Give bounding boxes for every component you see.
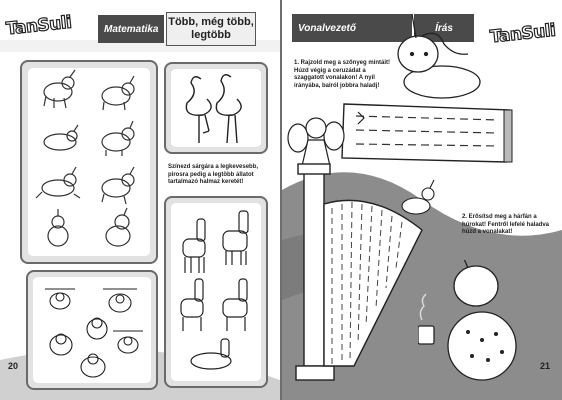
carpet-tracing-area[interactable] — [340, 100, 514, 166]
left-page — [0, 0, 280, 400]
set-inner-sloths — [33, 277, 151, 383]
subject-tab-label: Matematika — [104, 23, 159, 35]
flamingo-set-drawing — [171, 69, 261, 147]
set-frame-sloths[interactable] — [26, 270, 158, 390]
unicorn-icon — [398, 14, 480, 98]
set-frame-llamas[interactable] — [164, 196, 268, 388]
page-number-left: 20 — [8, 361, 19, 371]
harp-capital — [298, 164, 330, 174]
flamingo-icon — [186, 75, 241, 143]
llama-icon — [181, 211, 248, 369]
right-page — [282, 0, 562, 400]
unicorn-icon — [418, 260, 516, 380]
unicorn-icon — [36, 70, 134, 246]
unicorn-set-drawing — [28, 68, 150, 256]
topic-tab-label: Írás — [435, 22, 453, 34]
tansuli-logo: TanSuli — [489, 20, 557, 48]
tansuli-logo: TanSuli — [5, 12, 73, 40]
topic-title-text: Több, még több, legtöbb — [168, 16, 254, 41]
steam-icon — [420, 294, 426, 320]
subject-tab-label: Vonalvezető — [298, 22, 356, 34]
task-2-instruction: 2. Erősítsd meg a hárfán a húrokat! Fentről lefelé haladva húzd a vonalakat! — [462, 214, 550, 235]
harp-pillar — [304, 170, 324, 366]
set-inner-llamas — [171, 203, 261, 381]
unicorn-with-mug-drawing — [418, 260, 551, 384]
set-frame-unicorns[interactable] — [20, 60, 158, 264]
sloth-icon — [45, 289, 143, 377]
sloth-set-drawing — [33, 277, 151, 383]
harp-base — [296, 366, 334, 380]
set-frame-flamingos[interactable] — [164, 62, 268, 154]
subject-tab-math — [98, 15, 164, 43]
llama-set-drawing — [171, 203, 261, 381]
set-inner-unicorns — [28, 68, 150, 256]
carpet-fringe-right — [504, 110, 512, 162]
small-unicorn-drawing — [394, 178, 444, 222]
mug-icon — [418, 326, 434, 344]
harp-frame — [324, 200, 422, 366]
set-inner-flamingos — [171, 69, 261, 147]
task-1-instruction: 1. Rajzold meg a szőnyeg mintáit! Húzd végig a ceruzádat a szaggatott vonalakon! A nyíl irányába, balról jobbra haladj! — [294, 60, 391, 89]
unicorn-on-carpet-drawing — [382, 10, 492, 110]
coloring-instruction: Színezd sárgára a legkevesebb, pirosra pedig a legtöbb állatot tartalmazó halmaz keretét! — [168, 164, 259, 185]
page-number-right: 21 — [540, 361, 551, 371]
topic-title — [166, 12, 256, 46]
unicorn-icon — [402, 180, 434, 214]
